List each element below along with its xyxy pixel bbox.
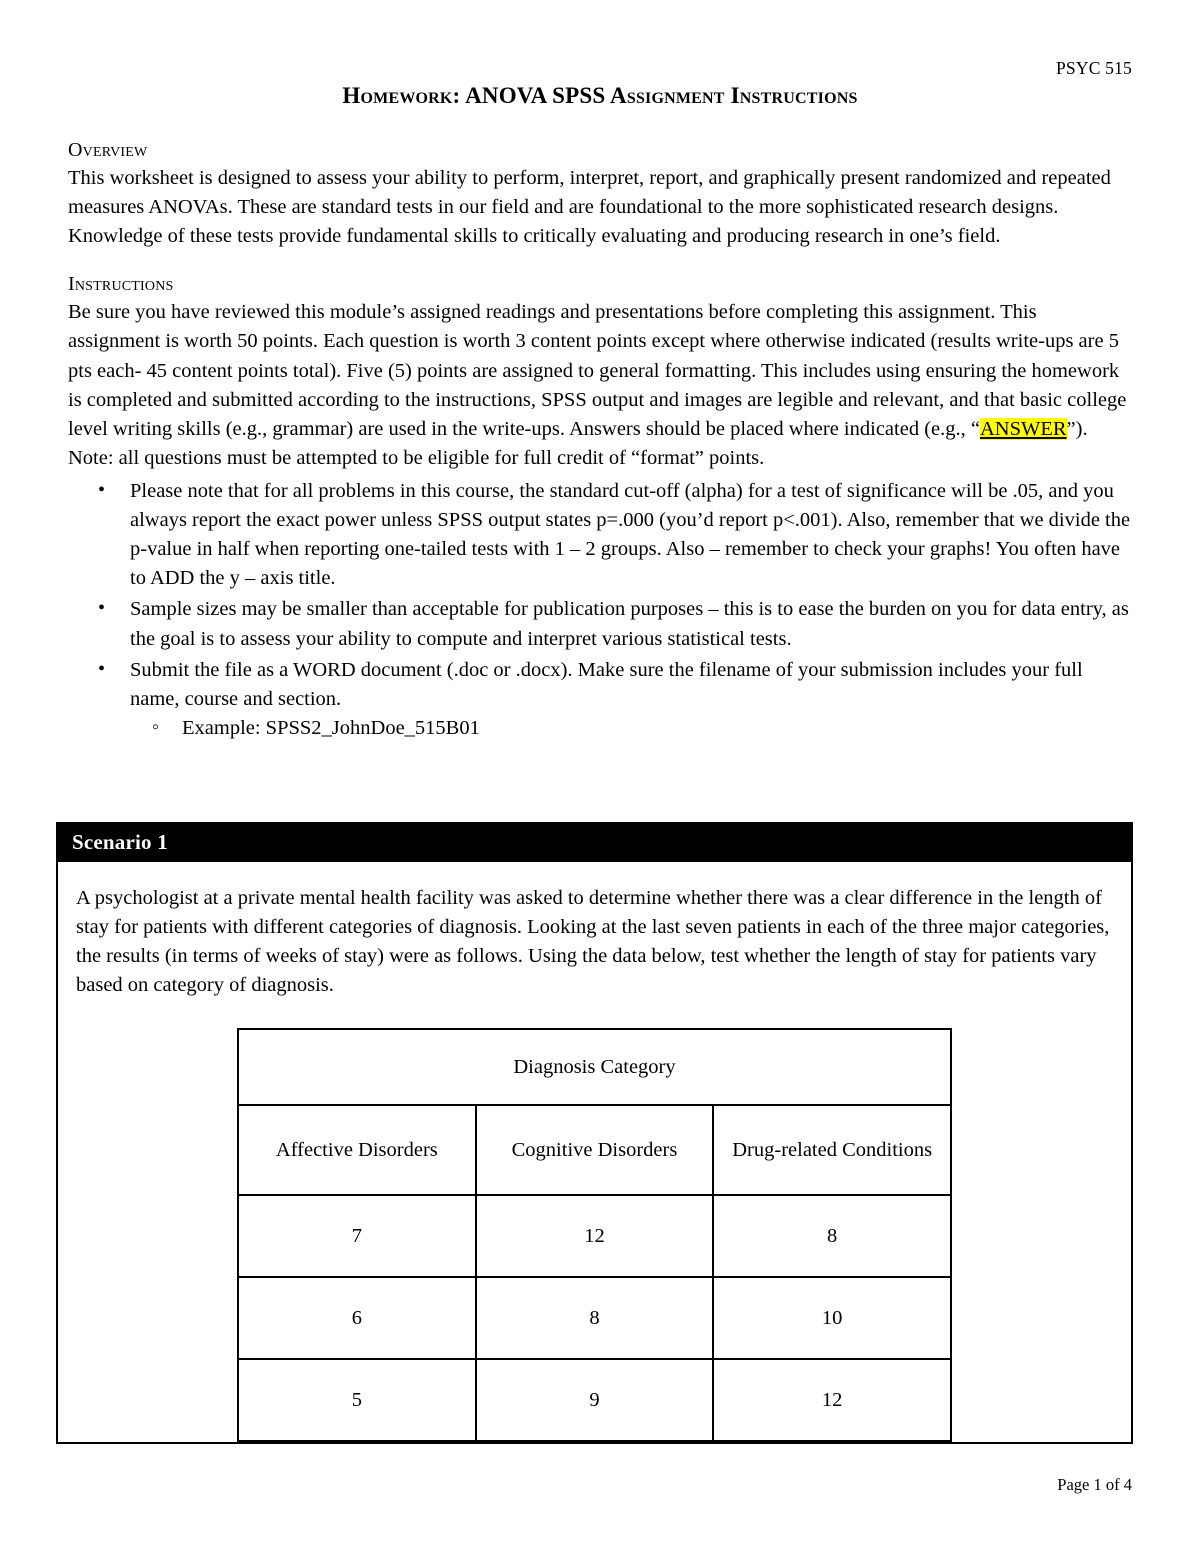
table-column-header: Drug-related Conditions [713,1105,951,1195]
instructions-bullet-list [68,477,1132,743]
bullet-text: Sample sizes may be smaller than acceptable for publication purposes – this is to ease the burden on you for data entry, as the goal is to assess your ability to compute and interpret various statistical tests. [130,598,1129,650]
list-item [130,714,1132,743]
scenario-paragraph: A psychologist at a private mental health facility was asked to determine whether there was a clear difference in the length of stay for patients with different categories of diagnosis. Looking at the last seven patients in each of the three major categories, the results (in terms of weeks of stay) were as follows. Using the data below, test whether the length of stay for patients vary based on category of diagnosis. [76,887,1110,997]
table-row [238,1277,951,1359]
instructions-heading: Instructions [68,273,174,296]
document-content [68,58,1132,745]
table-row [238,1359,951,1441]
table-span-header: Diagnosis Category [238,1029,951,1105]
page-title: Homework: ANOVA SPSS Assignment Instructions [342,83,858,108]
scenario-box [56,822,1133,1444]
table-cell: 9 [476,1359,714,1441]
sub-bullet-text: Example: SPSS2_JohnDoe_515B01 [182,716,480,739]
table-cell: 10 [713,1277,951,1359]
instructions-text-part1: Be sure you have reviewed this module’s assigned readings and presentations before completing this assignment. This assignment is worth 50 points. Each question is worth 3 content points except where otherwise indicated (results write-ups are 5 pts each- 45 content points total). Five (5) points are assigned to general formatting. This includes using ensuring the homework is completed and submitted according to the instructions, SPSS output and images are legible and relevant, and that basic college level writing skills (e.g., grammar) are used in the write-ups. Answers should be placed where indicated (e.g., “ [68,301,1127,440]
overview-heading: Overview [68,139,148,161]
table-cell: 8 [713,1195,951,1277]
instructions-sub-list [130,714,1132,743]
list-item [68,656,1132,743]
diagnosis-data-table [237,1028,952,1442]
bullet-text: Please note that for all problems in this course, the standard cut-off (alpha) for a test of significance will be .05, and you always report the exact power unless SPSS output states p=.000 (you’d report p<.001). Also, remember that we divide the p-value in half when reporting one-tailed tests with 1 – 2 groups. Also – remember to check your graphs! You often have to ADD the y – axis title. [130,479,1131,590]
scenario-body [58,862,1131,1442]
answer-highlight: ANSWER [979,417,1067,440]
table-cell: 5 [238,1359,476,1441]
overview-paragraph: This worksheet is designed to assess your ability to perform, interpret, report, and graphically present randomized and repeated measures ANOVAs. These are standard tests in our field and are foundational to the more sophisticated research designs. Knowledge of these tests provide fundamental skills to critically evaluating and producing research in one’s field. [68,167,1111,248]
table-cell: 12 [476,1195,714,1277]
list-item [68,477,1132,593]
table-cell: 12 [713,1359,951,1441]
table-column-header: Cognitive Disorders [476,1105,714,1195]
table-row [238,1195,951,1277]
table-cell: 8 [476,1277,714,1359]
course-code: PSYC 515 [1055,58,1132,78]
table-column-header: Affective Disorders [238,1105,476,1195]
table-cell: 7 [238,1195,476,1277]
page-footer: Page 1 of 4 [1057,1475,1132,1494]
table-cell: 6 [238,1277,476,1359]
scenario-header: Scenario 1 [58,824,1131,862]
list-item [68,595,1132,653]
table-row [238,1105,951,1195]
bullet-text: Submit the file as a WORD document (.doc or .docx). Make sure the filename of your submission includes your full name, course and section. [130,658,1083,710]
table-row [238,1029,951,1105]
instructions-paragraph [68,298,1132,473]
instructions-text-part2: ”). Note: all questions must be attempted to be eligible for full credit of “format” points. [68,417,1088,469]
